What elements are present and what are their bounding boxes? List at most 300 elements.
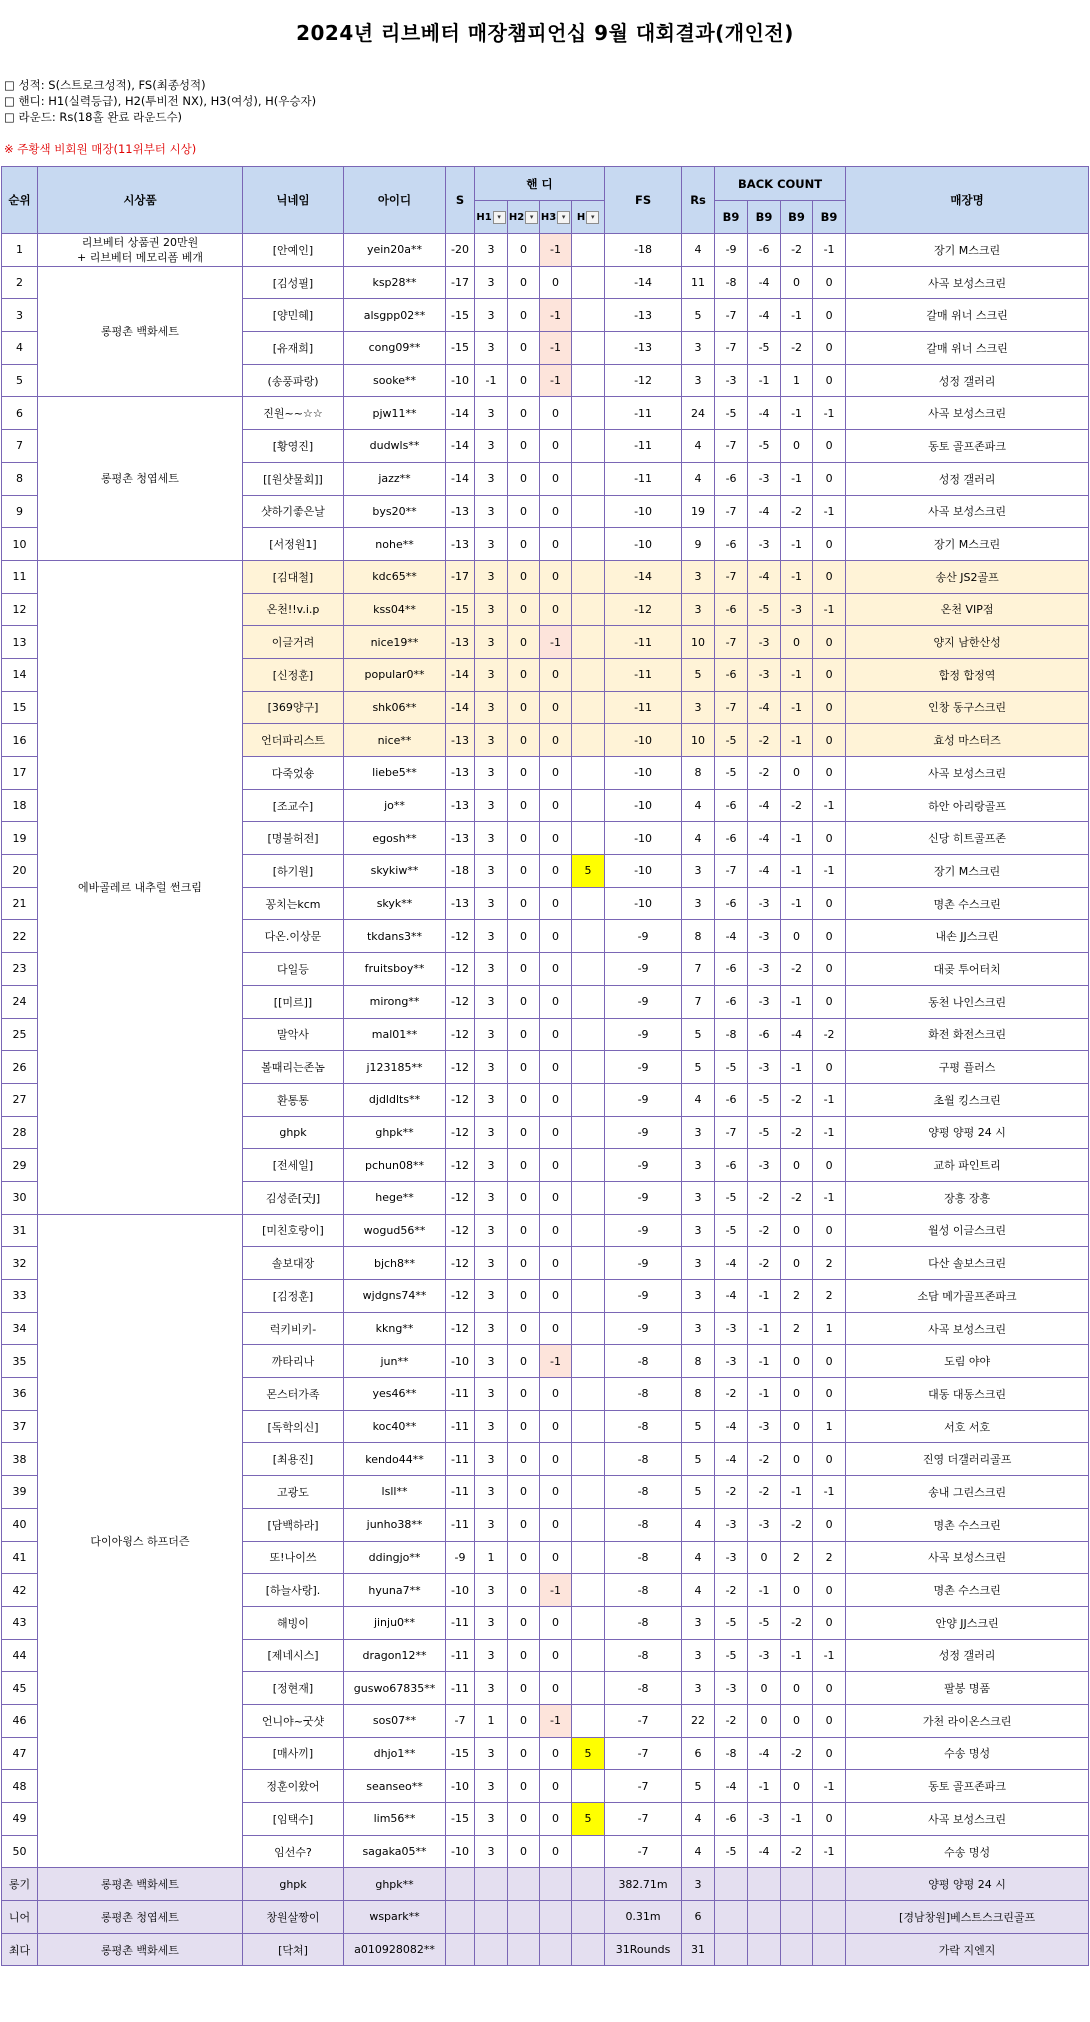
id-cell: skyk** xyxy=(344,887,446,920)
empty-cell xyxy=(748,1901,781,1934)
id-cell: pchun08** xyxy=(344,1149,446,1182)
store-cell: 초월 킹스크린 xyxy=(846,1083,1089,1116)
nickname-cell: 언니야~굿샷 xyxy=(243,1704,344,1737)
h2-cell: 0 xyxy=(508,626,540,659)
h2-cell: 0 xyxy=(508,1672,540,1705)
b9-cell: -1 xyxy=(813,1770,846,1803)
b9-cell: 0 xyxy=(781,1247,813,1280)
h1-cell: 3 xyxy=(475,855,508,888)
store-cell: 하안 아리랑골프 xyxy=(846,789,1089,822)
b9-cell: -5 xyxy=(748,1606,781,1639)
nickname-cell: [조교수] xyxy=(243,789,344,822)
fs-cell: -14 xyxy=(605,266,682,299)
h-cell xyxy=(572,953,605,986)
rs-cell: 4 xyxy=(682,1835,715,1868)
b9-cell: -2 xyxy=(781,234,813,267)
s-cell: -13 xyxy=(446,528,475,561)
h-cell xyxy=(572,1018,605,1051)
h3-cell: 0 xyxy=(540,1639,572,1672)
h-cell xyxy=(572,724,605,757)
h-cell xyxy=(572,332,605,365)
header-s: S xyxy=(446,167,475,234)
b9-cell: 0 xyxy=(813,1345,846,1378)
rank-cell: 43 xyxy=(2,1606,38,1639)
prize-label: 에바골레르 내추럴 썬크림 xyxy=(78,880,202,894)
rs-cell: 3 xyxy=(682,1672,715,1705)
store-cell: 구평 플러스 xyxy=(846,1051,1089,1084)
h1-cell: 3 xyxy=(475,953,508,986)
fs-cell: -10 xyxy=(605,822,682,855)
id-cell: kss04** xyxy=(344,593,446,626)
rs-cell: 5 xyxy=(682,299,715,332)
s-cell: -14 xyxy=(446,462,475,495)
h2-cell: 0 xyxy=(508,1443,540,1476)
b9-cell: 0 xyxy=(781,1574,813,1607)
b9-cell: 0 xyxy=(813,887,846,920)
b9-cell: 0 xyxy=(813,1051,846,1084)
b9-cell: -5 xyxy=(748,593,781,626)
store-cell: 도림 야야 xyxy=(846,1345,1089,1378)
empty-cell xyxy=(446,1868,475,1901)
special-award-row xyxy=(2,1901,1089,1934)
h2-cell: 0 xyxy=(508,1312,540,1345)
fs-cell: -9 xyxy=(605,1312,682,1345)
h3-cell: 0 xyxy=(540,266,572,299)
b9-cell: 0 xyxy=(813,1606,846,1639)
id-cell: djdldlts** xyxy=(344,1083,446,1116)
rs-cell: 24 xyxy=(682,397,715,430)
record-cell: 31Rounds xyxy=(605,1933,682,1966)
id-cell: pjw11** xyxy=(344,397,446,430)
id-cell: wjdgns74** xyxy=(344,1280,446,1313)
b9-cell: -3 xyxy=(748,528,781,561)
h3-cell: 0 xyxy=(540,691,572,724)
s-cell: -18 xyxy=(446,855,475,888)
h3-cell: 0 xyxy=(540,920,572,953)
store-cell: 합정 합정역 xyxy=(846,658,1089,691)
store-cell: 사곡 보성스크린 xyxy=(846,397,1089,430)
rank-cell: 24 xyxy=(2,985,38,1018)
h-cell xyxy=(572,1476,605,1509)
b9-cell: -6 xyxy=(748,1018,781,1051)
rank-cell: 17 xyxy=(2,757,38,790)
rs-cell: 4 xyxy=(682,1083,715,1116)
b9-cell: 0 xyxy=(813,430,846,463)
b9-cell: -2 xyxy=(748,1247,781,1280)
h-cell xyxy=(572,1181,605,1214)
fs-cell: -10 xyxy=(605,855,682,888)
h3-cell: 0 xyxy=(540,855,572,888)
nickname-cell: 솔보대장 xyxy=(243,1247,344,1280)
fs-cell: -7 xyxy=(605,1770,682,1803)
h1-cell: 3 xyxy=(475,1803,508,1836)
b9-cell: 0 xyxy=(781,1443,813,1476)
h2-cell: 0 xyxy=(508,1083,540,1116)
h-cell xyxy=(572,593,605,626)
rs-cell: 4 xyxy=(682,789,715,822)
fs-cell: -8 xyxy=(605,1672,682,1705)
nickname-cell: ghpk xyxy=(243,1868,344,1901)
h1-cell: 3 xyxy=(475,1345,508,1378)
id-cell: jinju0** xyxy=(344,1606,446,1639)
prize-label: 리브베터 상품권 20만원 xyxy=(81,235,199,249)
fs-cell: -8 xyxy=(605,1574,682,1607)
id-cell: ddingjo** xyxy=(344,1541,446,1574)
store-cell: 온천 VIP점 xyxy=(846,593,1089,626)
store-cell: 가천 라이온스크린 xyxy=(846,1704,1089,1737)
b9-cell: -7 xyxy=(715,1116,748,1149)
s-cell: -10 xyxy=(446,1345,475,1378)
h3-cell: 0 xyxy=(540,1149,572,1182)
empty-cell xyxy=(781,1868,813,1901)
id-cell: kkng** xyxy=(344,1312,446,1345)
prize-cell xyxy=(38,560,243,1214)
rank-cell: 5 xyxy=(2,364,38,397)
h2-cell: 0 xyxy=(508,1803,540,1836)
b9-cell: -2 xyxy=(781,1737,813,1770)
nickname-cell: ghpk xyxy=(243,1116,344,1149)
b9-cell: -6 xyxy=(715,985,748,1018)
b9-cell: -4 xyxy=(715,1280,748,1313)
h1-cell: 3 xyxy=(475,658,508,691)
id-cell: j123185** xyxy=(344,1051,446,1084)
b9-cell: -1 xyxy=(781,1803,813,1836)
b9-cell: -3 xyxy=(748,658,781,691)
h3-cell: 0 xyxy=(540,1214,572,1247)
b9-cell: 0 xyxy=(813,920,846,953)
b9-cell: -3 xyxy=(748,1149,781,1182)
b9-cell: -4 xyxy=(781,1018,813,1051)
b9-cell: -1 xyxy=(813,234,846,267)
fs-cell: -8 xyxy=(605,1508,682,1541)
b9-cell: -4 xyxy=(748,266,781,299)
award-cell: 최다 xyxy=(2,1933,38,1966)
nickname-cell: 다온.이상문 xyxy=(243,920,344,953)
legend-rounds: □ 라운드: Rs(18홀 완료 라운드수) xyxy=(4,110,183,124)
b9-cell: 0 xyxy=(813,1672,846,1705)
prize-cell xyxy=(38,1214,243,1868)
rank-cell: 38 xyxy=(2,1443,38,1476)
rank-cell: 34 xyxy=(2,1312,38,1345)
rank-cell: 41 xyxy=(2,1541,38,1574)
h2-cell: 0 xyxy=(508,822,540,855)
fs-cell: -9 xyxy=(605,1051,682,1084)
store-cell: 안양 JJ스크린 xyxy=(846,1606,1089,1639)
h-cell xyxy=(572,1116,605,1149)
nickname-cell: 이글거려 xyxy=(243,626,344,659)
h2-cell: 0 xyxy=(508,560,540,593)
h3-cell: -1 xyxy=(540,234,572,267)
h3-cell: 0 xyxy=(540,1803,572,1836)
b9-cell: -2 xyxy=(715,1574,748,1607)
h-cell xyxy=(572,364,605,397)
filter-dropdown-icon[interactable]: ▾ xyxy=(493,211,506,224)
empty-cell xyxy=(781,1901,813,1934)
b9-cell: -1 xyxy=(748,1280,781,1313)
empty-cell xyxy=(475,1868,508,1901)
id-cell: cong09** xyxy=(344,332,446,365)
s-cell: -11 xyxy=(446,1476,475,1509)
h2-cell: 0 xyxy=(508,462,540,495)
b9-cell: -3 xyxy=(748,1639,781,1672)
b9-cell: -4 xyxy=(715,1247,748,1280)
filter-dropdown-icon[interactable]: ▾ xyxy=(525,211,538,224)
rank-cell: 8 xyxy=(2,462,38,495)
h2-cell: 0 xyxy=(508,1606,540,1639)
b9-cell: -3 xyxy=(715,1541,748,1574)
h1-cell: 3 xyxy=(475,1018,508,1051)
b9-cell: -1 xyxy=(748,1345,781,1378)
h3-cell: 0 xyxy=(540,1835,572,1868)
h1-cell: 3 xyxy=(475,593,508,626)
store-cell: 명촌 수스크린 xyxy=(846,887,1089,920)
h-cell: 5 xyxy=(572,1803,605,1836)
h3-cell: 0 xyxy=(540,1443,572,1476)
b9-cell: -2 xyxy=(781,1508,813,1541)
h1-cell: 3 xyxy=(475,1312,508,1345)
h2-cell: 0 xyxy=(508,495,540,528)
empty-cell xyxy=(572,1868,605,1901)
fs-cell: -11 xyxy=(605,658,682,691)
b9-cell: 0 xyxy=(813,1214,846,1247)
s-cell: -13 xyxy=(446,822,475,855)
rank-cell: 25 xyxy=(2,1018,38,1051)
h2-cell: 0 xyxy=(508,985,540,1018)
prize-cell: 롱평촌 백화세트 xyxy=(38,1868,243,1901)
id-cell: jazz** xyxy=(344,462,446,495)
header-b9-4: B9 xyxy=(813,201,846,234)
empty-cell xyxy=(446,1933,475,1966)
rank-cell: 9 xyxy=(2,495,38,528)
store-cell: 장기 M스크린 xyxy=(846,528,1089,561)
fs-cell: -9 xyxy=(605,920,682,953)
empty-cell xyxy=(572,1901,605,1934)
legend-score: □ 성적: S(스트로크성적), FS(최종성적) xyxy=(4,78,206,92)
h-cell xyxy=(572,1704,605,1737)
h1-cell: 3 xyxy=(475,1280,508,1313)
rank-cell: 10 xyxy=(2,528,38,561)
h1-cell: 3 xyxy=(475,1606,508,1639)
prize-label: 롱평촌 청엽세트 xyxy=(101,472,179,486)
header-prize: 시상품 xyxy=(38,167,243,234)
h2-cell: 0 xyxy=(508,1280,540,1313)
rs-cell: 7 xyxy=(682,953,715,986)
s-cell: -15 xyxy=(446,1803,475,1836)
h3-cell: 0 xyxy=(540,397,572,430)
filter-dropdown-icon[interactable]: ▾ xyxy=(557,211,570,224)
b9-cell: -4 xyxy=(748,495,781,528)
h-cell xyxy=(572,626,605,659)
store-cell: 성정 갤러리 xyxy=(846,364,1089,397)
prize-cell xyxy=(38,397,243,560)
id-cell: alsgpp02** xyxy=(344,299,446,332)
h-cell xyxy=(572,1378,605,1411)
fs-cell: -11 xyxy=(605,626,682,659)
nickname-cell: 럭키비키- xyxy=(243,1312,344,1345)
rs-cell: 22 xyxy=(682,1704,715,1737)
b9-cell: -3 xyxy=(748,1803,781,1836)
h3-cell: 0 xyxy=(540,528,572,561)
header-backcount: BACK COUNT xyxy=(715,167,846,201)
b9-cell: -7 xyxy=(715,495,748,528)
table-row xyxy=(2,1214,1089,1247)
nickname-cell: 또!나이쓰 xyxy=(243,1541,344,1574)
nickname-cell: [서정원1] xyxy=(243,528,344,561)
rs-cell: 11 xyxy=(682,266,715,299)
rank-cell: 11 xyxy=(2,560,38,593)
b9-cell: 0 xyxy=(813,691,846,724)
b9-cell: -4 xyxy=(748,789,781,822)
h2-cell: 0 xyxy=(508,430,540,463)
b9-cell: 0 xyxy=(813,985,846,1018)
b9-cell: 0 xyxy=(813,462,846,495)
b9-cell: -7 xyxy=(715,626,748,659)
h-cell xyxy=(572,266,605,299)
b9-cell: -3 xyxy=(748,985,781,1018)
empty-cell xyxy=(475,1901,508,1934)
rank-cell: 49 xyxy=(2,1803,38,1836)
empty-cell xyxy=(715,1933,748,1966)
b9-cell: -1 xyxy=(813,1639,846,1672)
id-cell: dragon12** xyxy=(344,1639,446,1672)
store-cell: 양평 양평 24 시 xyxy=(846,1116,1089,1149)
empty-cell xyxy=(813,1933,846,1966)
b9-cell: 0 xyxy=(813,560,846,593)
h2-cell: 0 xyxy=(508,1508,540,1541)
store-cell: 사곡 보성스크린 xyxy=(846,495,1089,528)
nickname-cell: [[미르]] xyxy=(243,985,344,1018)
b9-cell: -3 xyxy=(715,1508,748,1541)
h3-cell: 0 xyxy=(540,887,572,920)
rs-cell: 9 xyxy=(682,528,715,561)
filter-dropdown-icon[interactable]: ▾ xyxy=(586,211,599,224)
rs-cell: 3 xyxy=(682,332,715,365)
h1-cell: 3 xyxy=(475,234,508,267)
rank-cell: 20 xyxy=(2,855,38,888)
h3-cell: 0 xyxy=(540,1737,572,1770)
h2-cell: 0 xyxy=(508,234,540,267)
id-cell: popular0** xyxy=(344,658,446,691)
header-store: 매장명 xyxy=(846,167,1089,234)
b9-cell: -1 xyxy=(781,1639,813,1672)
b9-cell: 0 xyxy=(813,953,846,986)
s-cell: -15 xyxy=(446,1737,475,1770)
store-cell: 사곡 보성스크린 xyxy=(846,1541,1089,1574)
b9-cell: -6 xyxy=(715,1149,748,1182)
id-cell: bjch8** xyxy=(344,1247,446,1280)
store-cell: 성정 갤러리 xyxy=(846,1639,1089,1672)
rs-cell: 3 xyxy=(682,1280,715,1313)
s-cell: -12 xyxy=(446,1116,475,1149)
b9-cell: 0 xyxy=(813,1149,846,1182)
h2-cell: 0 xyxy=(508,1704,540,1737)
id-cell: yein20a** xyxy=(344,234,446,267)
id-cell: ksp28** xyxy=(344,266,446,299)
id-cell: sagaka05** xyxy=(344,1835,446,1868)
h-cell xyxy=(572,1312,605,1345)
empty-cell xyxy=(508,1901,540,1934)
h1-cell: 3 xyxy=(475,1410,508,1443)
b9-cell: -6 xyxy=(715,887,748,920)
h-cell xyxy=(572,1639,605,1672)
h1-cell: 3 xyxy=(475,430,508,463)
b9-cell: 0 xyxy=(781,1704,813,1737)
h3-cell: 0 xyxy=(540,430,572,463)
rs-cell: 3 xyxy=(682,1247,715,1280)
b9-cell: -2 xyxy=(813,1018,846,1051)
fs-cell: -7 xyxy=(605,1803,682,1836)
header-h-label: H xyxy=(576,212,586,223)
b9-cell: -2 xyxy=(748,1443,781,1476)
s-cell: -12 xyxy=(446,1247,475,1280)
h3-cell: -1 xyxy=(540,1574,572,1607)
empty-cell xyxy=(715,1868,748,1901)
b9-cell: -3 xyxy=(748,1508,781,1541)
h2-cell: 0 xyxy=(508,299,540,332)
id-cell: a010928082** xyxy=(344,1933,446,1966)
nickname-cell: 볼때리는존놈 xyxy=(243,1051,344,1084)
rs-cell: 4 xyxy=(682,462,715,495)
table-row xyxy=(2,234,1089,267)
b9-cell: -8 xyxy=(715,1018,748,1051)
store-cell: 갈매 위너 스크린 xyxy=(846,332,1089,365)
b9-cell: -2 xyxy=(781,1083,813,1116)
rs-cell: 8 xyxy=(682,757,715,790)
h1-cell: 3 xyxy=(475,1639,508,1672)
b9-cell: -7 xyxy=(715,855,748,888)
empty-cell xyxy=(715,1901,748,1934)
nickname-cell: (송풍파랑) xyxy=(243,364,344,397)
nickname-cell: [닥쳐] xyxy=(243,1933,344,1966)
h-cell xyxy=(572,757,605,790)
h3-cell: 0 xyxy=(540,560,572,593)
rank-cell: 44 xyxy=(2,1639,38,1672)
nickname-cell: [임택수] xyxy=(243,1803,344,1836)
id-cell: ghpk** xyxy=(344,1116,446,1149)
b9-cell: -2 xyxy=(781,1606,813,1639)
h3-cell: 0 xyxy=(540,1018,572,1051)
b9-cell: -5 xyxy=(748,1083,781,1116)
store-cell: 수송 명성 xyxy=(846,1737,1089,1770)
fs-cell: -9 xyxy=(605,1181,682,1214)
fs-cell: -14 xyxy=(605,560,682,593)
rank-cell: 39 xyxy=(2,1476,38,1509)
fs-cell: -8 xyxy=(605,1345,682,1378)
fs-cell: -10 xyxy=(605,789,682,822)
award-cell: 롱기 xyxy=(2,1868,38,1901)
rs-cell: 3 xyxy=(682,1606,715,1639)
b9-cell: -3 xyxy=(748,1410,781,1443)
fs-cell: -8 xyxy=(605,1541,682,1574)
fs-cell: -9 xyxy=(605,1083,682,1116)
h2-cell: 0 xyxy=(508,332,540,365)
fs-cell: -9 xyxy=(605,1247,682,1280)
rs-cell: 8 xyxy=(682,1378,715,1411)
header-rs: Rs xyxy=(682,167,715,234)
rs-cell: 4 xyxy=(682,1508,715,1541)
h-cell xyxy=(572,1541,605,1574)
b9-cell: -1 xyxy=(781,528,813,561)
h3-cell: 0 xyxy=(540,1247,572,1280)
id-cell: bys20** xyxy=(344,495,446,528)
b9-cell: 0 xyxy=(748,1704,781,1737)
nickname-cell: [황영진] xyxy=(243,430,344,463)
empty-cell xyxy=(540,1901,572,1934)
h2-cell: 0 xyxy=(508,658,540,691)
h-cell xyxy=(572,887,605,920)
id-cell: jun** xyxy=(344,1345,446,1378)
rs-cell: 5 xyxy=(682,1443,715,1476)
